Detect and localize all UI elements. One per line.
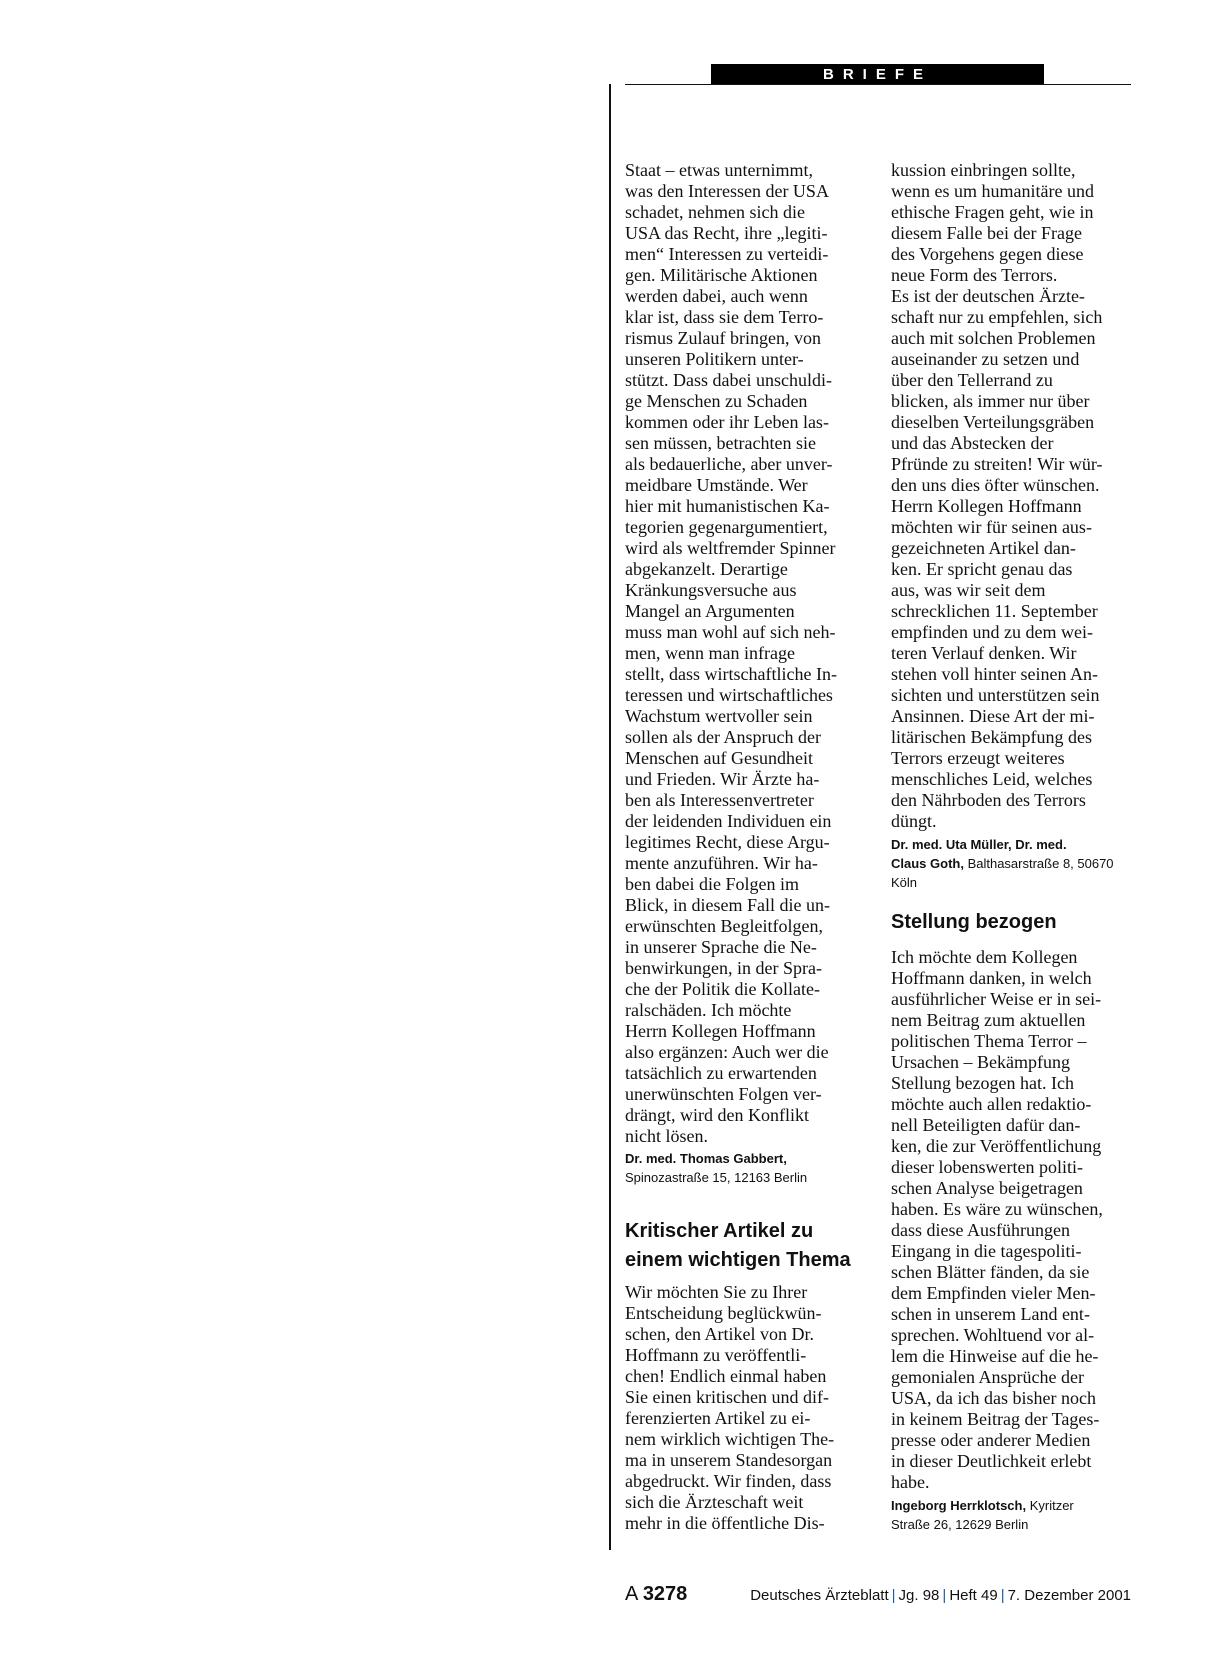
- text-line: auch mit solchen Problemen: [891, 328, 1096, 348]
- text-line: der leidenden Individuen ein: [625, 811, 832, 831]
- text-line: erwünschten Begleitfolgen,: [625, 916, 823, 936]
- text-line: dieser lobenswerten politi-: [891, 1157, 1083, 1177]
- text-line: nem wirklich wichtigen The-: [625, 1429, 835, 1449]
- text-line: habe.: [891, 1472, 930, 1492]
- text-line: und das Abstecken der: [891, 433, 1054, 453]
- text-line: Pfründe zu streiten! Wir wür-: [891, 454, 1103, 474]
- text-line: den uns dies öfter wünschen.: [891, 475, 1100, 495]
- text-line: teressen und wirtschaftliches: [625, 685, 833, 705]
- text-line: schadet, nehmen sich die: [625, 202, 805, 222]
- text-line: presse oder anderer Medien: [891, 1430, 1091, 1450]
- text-line: unerwünschten Folgen ver-: [625, 1084, 822, 1104]
- text-line: hier mit humanistischen Ka-: [625, 496, 830, 516]
- text-line: als bedauerliche, aber unver-: [625, 454, 833, 474]
- text-line: Eingang in die tagespoliti-: [891, 1241, 1082, 1261]
- heading-line: Kritischer Artikel zu: [625, 1220, 814, 1242]
- text-line: stützt. Dass dabei unschuldi-: [625, 370, 832, 390]
- text-line: lem die Hinweise auf die he-: [891, 1346, 1099, 1366]
- text-line: stellt, dass wirtschaftliche In-: [625, 664, 837, 684]
- text-line: nicht lösen.: [625, 1126, 708, 1146]
- header-rule: [625, 84, 1131, 85]
- text-line: schaft nur zu empfehlen, sich: [891, 307, 1103, 327]
- section-tag: BRIEFE: [711, 64, 1044, 85]
- text-line: den Nährboden des Terrors: [891, 790, 1086, 810]
- journal-volume: Jg. 98: [898, 1587, 940, 1604]
- letter-body: [625, 1282, 873, 1534]
- letter-body: [625, 160, 873, 1147]
- letter-signature: [891, 1496, 1139, 1534]
- signature-address: Straße 26, 12629 Berlin: [891, 1517, 1029, 1532]
- text-line: ralschäden. Ich möchte: [625, 1000, 792, 1020]
- text-line: Mangel an Argumenten: [625, 601, 795, 621]
- journal-name: Deutsches Ärzteblatt: [750, 1587, 889, 1604]
- page-footer: [625, 1583, 1131, 1607]
- signature-city: Köln: [891, 875, 918, 890]
- text-line: also ergänzen: Auch wer die: [625, 1042, 829, 1062]
- heading-line: einem wichtigen Thema: [625, 1249, 851, 1271]
- text-line: kussion einbringen sollte,: [891, 160, 1076, 180]
- text-line: gen. Militärische Aktionen: [625, 265, 818, 285]
- left-column: [625, 160, 873, 1534]
- page-number-value: 3278: [642, 1583, 688, 1605]
- text-line: in unserer Sprache die Ne-: [625, 937, 817, 957]
- text-line: Hoffmann zu veröffentli-: [625, 1345, 807, 1365]
- text-line: schen Analyse beigetragen: [891, 1178, 1083, 1198]
- text-line: chen! Endlich einmal haben: [625, 1366, 827, 1386]
- letter-heading: [891, 908, 1139, 937]
- text-line: ma in unserem Standesorgan: [625, 1450, 833, 1470]
- text-line: Staat – etwas unternimmt,: [625, 160, 813, 180]
- letter-body: [891, 160, 1139, 832]
- separator: |: [891, 1587, 896, 1604]
- signature-name: Ingeborg Herrklotsch,: [891, 1498, 1027, 1513]
- text-line: Kränkungsversuche aus: [625, 580, 797, 600]
- text-line: möchten wir für seinen aus-: [891, 517, 1092, 537]
- text-line: stehen voll hinter seinen An-: [891, 664, 1098, 684]
- text-line: Ursachen – Bekämpfung: [891, 1052, 1070, 1072]
- text-line: werden dabei, auch wenn: [625, 286, 808, 306]
- page-prefix: A: [625, 1583, 638, 1605]
- text-line: ben dabei die Folgen im: [625, 874, 799, 894]
- text-line: ben als Interessenvertreter: [625, 790, 814, 810]
- text-line: che der Politik die Kollate-: [625, 979, 820, 999]
- right-column: [891, 160, 1139, 1534]
- text-line: sollen als der Anspruch der: [625, 727, 821, 747]
- letter-signature: [625, 1149, 873, 1187]
- text-line: abgekanzelt. Derartige: [625, 559, 788, 579]
- text-line: Blick, in diesem Fall die un-: [625, 895, 830, 915]
- publication-info: [750, 1587, 1131, 1604]
- text-line: drängt, wird den Konflikt: [625, 1105, 809, 1125]
- text-line: dieselben Verteilungsgräben: [891, 412, 1095, 432]
- text-line: sich die Ärzteschaft weit: [625, 1492, 804, 1512]
- text-line: blicken, als immer nur über: [891, 391, 1090, 411]
- text-line: Ich möchte dem Kollegen: [891, 947, 1078, 967]
- text-line: Wachstum wertvoller sein: [625, 706, 813, 726]
- text-line: Herrn Kollegen Hoffmann: [625, 1021, 816, 1041]
- text-line: mente anzuführen. Wir ha-: [625, 853, 818, 873]
- text-line: sprechen. Wohltuend vor al-: [891, 1325, 1095, 1345]
- text-line: men“ Interessen zu verteidi-: [625, 244, 829, 264]
- letter-heading: [625, 1217, 873, 1275]
- letter-signature: [891, 835, 1139, 892]
- text-line: ge Menschen zu Schaden: [625, 391, 808, 411]
- text-line: politischen Thema Terror –: [891, 1031, 1087, 1051]
- text-line: haben. Es wäre zu wünschen,: [891, 1199, 1103, 1219]
- text-line: menschliches Leid, welches: [891, 769, 1093, 789]
- column-rule: [609, 84, 611, 1550]
- text-line: ethische Fragen geht, wie in: [891, 202, 1094, 222]
- text-line: Entscheidung beglückwün-: [625, 1303, 822, 1323]
- text-line: über den Tellerrand zu: [891, 370, 1053, 390]
- text-line: düngt.: [891, 811, 937, 831]
- text-line: Terrors erzeugt weiteres: [891, 748, 1065, 768]
- text-line: ausführlicher Weise er in sei-: [891, 989, 1102, 1009]
- text-line: nem Beitrag zum aktuellen: [891, 1010, 1086, 1030]
- text-line: Herrn Kollegen Hoffmann: [891, 496, 1082, 516]
- text-line: sichten und unterstützen sein: [891, 685, 1100, 705]
- text-line: legitimes Recht, diese Argu-: [625, 832, 830, 852]
- text-line: wenn es um humanitäre und: [891, 181, 1094, 201]
- signature-names: Dr. med. Uta Müller, Dr. med.: [891, 837, 1067, 852]
- text-line: aus, was wir seit dem: [891, 580, 1046, 600]
- text-line: litärischen Bekämpfung des: [891, 727, 1092, 747]
- text-line: teren Verlauf denken. Wir: [891, 643, 1077, 663]
- separator: |: [942, 1587, 947, 1604]
- text-line: neue Form des Terrors.: [891, 265, 1058, 285]
- text-line: sen müssen, betrachten sie: [625, 433, 816, 453]
- text-line: ferenzierten Artikel zu ei-: [625, 1408, 811, 1428]
- separator: |: [1000, 1587, 1005, 1604]
- text-line: rismus Zulauf bringen, von: [625, 328, 821, 348]
- text-line: möchte auch allen redaktio-: [891, 1094, 1092, 1114]
- text-line: diesem Falle bei der Frage: [891, 223, 1082, 243]
- text-line: gezeichneten Artikel dan-: [891, 538, 1076, 558]
- text-line: Menschen auf Gesundheit: [625, 748, 813, 768]
- text-line: unseren Politikern unter-: [625, 349, 804, 369]
- signature-name: Dr. med. Thomas Gabbert,: [625, 1151, 787, 1166]
- text-line: des Vorgehens gegen diese: [891, 244, 1084, 264]
- text-line: Es ist der deutschen Ärzte-: [891, 286, 1085, 306]
- signature-address: Spinozastraße 15, 12163 Berlin: [625, 1170, 808, 1185]
- journal-issue: Heft 49: [949, 1587, 998, 1604]
- heading-text: Stellung bezogen: [891, 911, 1057, 933]
- text-line: klar ist, dass sie dem Terro-: [625, 307, 824, 327]
- text-line: Stellung bezogen hat. Ich: [891, 1073, 1074, 1093]
- signature-name: Claus Goth,: [891, 856, 964, 871]
- text-line: tatsächlich zu erwartenden: [625, 1063, 817, 1083]
- text-line: schrecklichen 11. September: [891, 601, 1098, 621]
- letter-body: [891, 947, 1139, 1493]
- text-line: kommen oder ihr Leben las-: [625, 412, 829, 432]
- text-line: ken. Er spricht genau das: [891, 559, 1073, 579]
- text-line: Ansinnen. Diese Art der mi-: [891, 706, 1095, 726]
- text-line: abgedruckt. Wir finden, dass: [625, 1471, 832, 1491]
- text-line: dem Empfinden vieler Men-: [891, 1283, 1096, 1303]
- page-number: [625, 1583, 687, 1606]
- text-line: was den Interessen der USA: [625, 181, 829, 201]
- text-line: muss man wohl auf sich neh-: [625, 622, 836, 642]
- text-line: Hoffmann danken, in welch: [891, 968, 1092, 988]
- signature-address: Balthasarstraße 8, 50670: [963, 856, 1114, 871]
- text-line: schen in unserem Land ent-: [891, 1304, 1090, 1324]
- text-line: schen Blätter fänden, da sie: [891, 1262, 1090, 1282]
- text-line: mehr in die öffentliche Dis-: [625, 1513, 825, 1533]
- text-line: wird als weltfremder Spinner: [625, 538, 836, 558]
- text-line: in dieser Deutlichkeit erlebt: [891, 1451, 1092, 1471]
- text-line: empfinden und zu dem wei-: [891, 622, 1093, 642]
- text-line: tegorien gegenargumentiert,: [625, 517, 828, 537]
- journal-date: 7. Dezember 2001: [1007, 1587, 1131, 1604]
- text-line: Sie einen kritischen und dif-: [625, 1387, 829, 1407]
- text-line: auseinander zu setzen und: [891, 349, 1080, 369]
- text-line: meidbare Umstände. Wer: [625, 475, 808, 495]
- text-line: und Frieden. Wir Ärzte ha-: [625, 769, 820, 789]
- text-line: benwirkungen, in der Spra-: [625, 958, 822, 978]
- text-line: Wir möchten Sie zu Ihrer: [625, 1282, 808, 1302]
- text-line: schen, den Artikel von Dr.: [625, 1324, 814, 1344]
- text-line: USA das Recht, ihre „legiti-: [625, 223, 828, 243]
- text-line: dass diese Ausführungen: [891, 1220, 1070, 1240]
- text-line: nell Beteiligten dafür dan-: [891, 1115, 1081, 1135]
- text-line: in keinem Beitrag der Tages-: [891, 1409, 1100, 1429]
- text-line: men, wenn man infrage: [625, 643, 795, 663]
- text-line: gemonialen Ansprüche der: [891, 1367, 1084, 1387]
- text-line: USA, da ich das bisher noch: [891, 1388, 1096, 1408]
- signature-address: Kyritzer: [1026, 1498, 1074, 1513]
- text-line: ken, die zur Veröffentlichung: [891, 1136, 1102, 1156]
